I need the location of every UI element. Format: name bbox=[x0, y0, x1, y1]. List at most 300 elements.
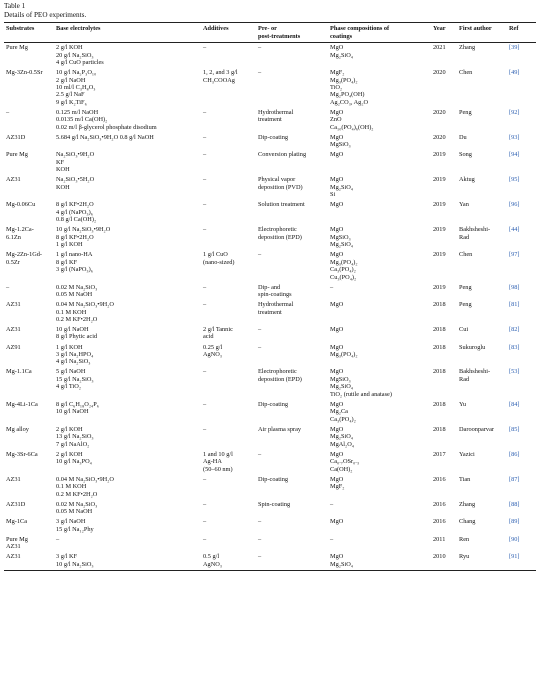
cell-base-electrolytes-line: 10 g/l NaOH bbox=[56, 408, 89, 416]
cell-ref[interactable] bbox=[507, 450, 536, 475]
cell-year-value: 2018 bbox=[433, 425, 446, 433]
cell-base-electrolytes-line: 10 ml/l C₃H₈O₃ bbox=[56, 83, 96, 91]
cell-additives-line: Ag-HA bbox=[203, 458, 222, 466]
cell-base-electrolytes bbox=[54, 200, 201, 225]
cell-phase-compositions bbox=[328, 108, 431, 133]
header-first-author: First author bbox=[457, 23, 507, 43]
cell-phase-compositions-line: MgAl₂O₄ bbox=[330, 440, 354, 448]
cell-additives bbox=[201, 325, 256, 343]
reference-link[interactable]: [89] bbox=[509, 518, 520, 526]
cell-first-author bbox=[457, 225, 507, 250]
cell-ref[interactable] bbox=[507, 225, 536, 250]
cell-base-electrolytes-line: 2 g/l KOH bbox=[56, 44, 83, 52]
cell-first-author bbox=[457, 68, 507, 108]
cell-year-value: 2011 bbox=[433, 535, 446, 543]
cell-first-author bbox=[457, 425, 507, 450]
cell-base-electrolytes bbox=[54, 425, 201, 450]
cell-base-electrolytes-line: 8 g/l KF•2H₂O bbox=[56, 201, 94, 209]
cell-first-author bbox=[457, 250, 507, 282]
header-base-electrolytes: Base electrolytes bbox=[54, 23, 201, 43]
cell-first-author bbox=[457, 535, 507, 553]
cell-base-electrolytes-line: 4 g/l (NaPO₃)₆ bbox=[56, 208, 93, 216]
cell-additives bbox=[201, 300, 256, 325]
header-phase-compositions bbox=[328, 23, 431, 43]
cell-substrate-line: AZ31 bbox=[6, 176, 21, 184]
cell-phase-compositions-line: Mg₂PO₄(OH) bbox=[330, 91, 365, 99]
cell-first-author bbox=[457, 43, 507, 68]
cell-base-electrolytes-line: 0.02 m/l β-glycerol phosphate disodium bbox=[56, 123, 157, 131]
cell-year bbox=[431, 225, 457, 250]
cell-base-electrolytes-line: 0.8 g/l Ca(OH)₂ bbox=[56, 216, 97, 224]
table-row bbox=[4, 517, 536, 535]
table-label: Table 1 bbox=[4, 2, 26, 10]
cell-base-electrolytes-line: 3 g/l Na₂HPO₄ bbox=[56, 350, 94, 358]
cell-base-electrolytes-line: 4 g/l Na₂SiO₃ bbox=[56, 358, 91, 366]
cell-additives-line: 1, 2, and 3 g/l bbox=[203, 69, 238, 77]
cell-first-author-line: Daroonparvar bbox=[459, 425, 494, 433]
cell-phase-compositions-line: Mg₂SiO₄ bbox=[330, 51, 353, 59]
cell-first-author bbox=[457, 150, 507, 175]
cell-substrate bbox=[4, 150, 54, 175]
cell-year-value: 2020 bbox=[433, 108, 446, 116]
cell-phase-compositions-line: Ca₃(PO₄)₂ bbox=[330, 415, 356, 423]
cell-substrate-line: Mg-3Sr-6Ca bbox=[6, 450, 38, 458]
cell-treatment-line: Physical vapor bbox=[258, 176, 296, 184]
cell-additives-line: 1 and 10 g/l bbox=[203, 450, 233, 458]
cell-year bbox=[431, 150, 457, 175]
reference-link[interactable]: [49] bbox=[509, 69, 520, 77]
reference-link[interactable]: [86] bbox=[509, 450, 520, 458]
reference-link[interactable]: [97] bbox=[509, 251, 520, 259]
header-treatments-line: Pre- or bbox=[258, 25, 277, 33]
cell-year bbox=[431, 535, 457, 553]
cell-phase-compositions-line: MgO bbox=[330, 450, 344, 458]
cell-substrate-line: AZ31D bbox=[6, 500, 26, 508]
cell-treatment bbox=[256, 343, 328, 368]
table-row bbox=[4, 150, 536, 175]
cell-treatment-line: – bbox=[258, 535, 262, 543]
cell-treatment-line: Dip-coating bbox=[258, 475, 289, 483]
cell-first-author bbox=[457, 475, 507, 500]
cell-ref[interactable] bbox=[507, 175, 536, 200]
cell-substrate-line: Mg-0.06Cu bbox=[6, 201, 36, 209]
cell-additives-line: CH₃COOAg bbox=[203, 76, 235, 84]
cell-ref[interactable] bbox=[507, 300, 536, 325]
table-caption bbox=[0, 0, 540, 19]
cell-ref[interactable] bbox=[507, 150, 536, 175]
cell-ref[interactable] bbox=[507, 250, 536, 282]
cell-additives-line: acid bbox=[203, 333, 214, 341]
cell-year-value: 2016 bbox=[433, 518, 446, 526]
cell-treatment bbox=[256, 283, 328, 301]
cell-first-author-line: Chang bbox=[459, 518, 476, 526]
cell-phase-compositions-line: Ca(OH)₂ bbox=[330, 465, 353, 473]
cell-substrate-line: Pure Mg bbox=[6, 44, 28, 52]
cell-additives-line: – bbox=[203, 44, 207, 52]
reference-link[interactable]: [39] bbox=[509, 44, 520, 52]
cell-phase-compositions bbox=[328, 425, 431, 450]
cell-year bbox=[431, 68, 457, 108]
cell-substrate bbox=[4, 517, 54, 535]
reference-link[interactable]: [87] bbox=[509, 475, 520, 483]
cell-base-electrolytes-line: 7 g/l NaAlO₂ bbox=[56, 440, 90, 448]
cell-treatment-line: Dip-coating bbox=[258, 400, 289, 408]
cell-phase-compositions-line: Mg₃(PO₄)₂ bbox=[330, 350, 358, 358]
cell-phase-compositions bbox=[328, 150, 431, 175]
cell-treatment bbox=[256, 300, 328, 325]
cell-additives-line: (nano-sized) bbox=[203, 258, 235, 266]
cell-additives-line: 1 g/l CuO bbox=[203, 251, 228, 259]
cell-phase-compositions bbox=[328, 500, 431, 518]
cell-treatment-line: – bbox=[258, 450, 262, 458]
cell-phase-compositions-line: – bbox=[330, 283, 334, 291]
table-row bbox=[4, 552, 536, 570]
cell-additives-line: 2 g/l Tannic bbox=[203, 326, 233, 334]
header-phases-line: coatings bbox=[330, 32, 353, 40]
cell-base-electrolytes bbox=[54, 367, 201, 399]
cell-year-value: 2019 bbox=[433, 226, 446, 234]
cell-substrate-line: AZ31 bbox=[6, 475, 21, 483]
cell-base-electrolytes-line: 5 g/l NaOH bbox=[56, 368, 86, 376]
cell-phase-compositions-line: Ca₃(PO₄)₂ bbox=[330, 266, 356, 274]
cell-substrate bbox=[4, 400, 54, 425]
cell-treatment-line: Dip-coating bbox=[258, 133, 289, 141]
header-additives: Additives bbox=[201, 23, 256, 43]
cell-ref[interactable] bbox=[507, 425, 536, 450]
cell-phase-compositions-line: MgSiO₃ bbox=[330, 375, 351, 383]
header-year: Year bbox=[431, 23, 457, 43]
reference-link[interactable]: [83] bbox=[509, 343, 520, 351]
cell-base-electrolytes-line: 0.05 M NaOH bbox=[56, 291, 93, 299]
cell-base-electrolytes-line: 5.684 g/l Na₂SiO₃•9H₂O 0.8 g/l NaOH bbox=[56, 133, 154, 141]
table-row bbox=[4, 250, 536, 282]
cell-substrate bbox=[4, 250, 54, 282]
cell-base-electrolytes-line: Na₂SiO₃•9H₂O bbox=[56, 151, 95, 159]
cell-treatment-line: spin-coatings bbox=[258, 291, 292, 299]
cell-treatment-line: treatment bbox=[258, 116, 282, 124]
cell-year-value: 2019 bbox=[433, 283, 446, 291]
cell-base-electrolytes-line: 3 g/l NaOH bbox=[56, 518, 86, 526]
cell-phase-compositions-line: MgO bbox=[330, 151, 344, 159]
cell-phase-compositions-line: MgO bbox=[330, 176, 344, 184]
cell-phase-compositions-line: – bbox=[330, 535, 334, 543]
cell-first-author-line: Peng bbox=[459, 283, 472, 291]
cell-substrate-line: AZ31D bbox=[6, 133, 26, 141]
cell-additives-line: – bbox=[203, 108, 207, 116]
reference-link[interactable]: [90] bbox=[509, 535, 520, 543]
reference-link[interactable]: [84] bbox=[509, 400, 520, 408]
cell-first-author-line: Rad bbox=[459, 375, 470, 383]
cell-base-electrolytes-line: 13 g/l Na₂SiO₃ bbox=[56, 433, 94, 441]
cell-ref[interactable] bbox=[507, 367, 536, 399]
table-row bbox=[4, 200, 536, 225]
table-row bbox=[4, 43, 536, 68]
cell-first-author-line: Peng bbox=[459, 108, 472, 116]
cell-substrate bbox=[4, 68, 54, 108]
cell-substrate bbox=[4, 367, 54, 399]
reference-link[interactable]: [82] bbox=[509, 326, 520, 334]
cell-substrate-line: Mg-1.1Ca bbox=[6, 368, 32, 376]
table-row bbox=[4, 500, 536, 518]
cell-ref[interactable] bbox=[507, 343, 536, 368]
cell-additives bbox=[201, 425, 256, 450]
cell-additives-line: – bbox=[203, 475, 207, 483]
cell-substrate bbox=[4, 475, 54, 500]
cell-year-value: 2016 bbox=[433, 475, 446, 483]
cell-first-author-line: Aktug bbox=[459, 176, 475, 184]
cell-ref[interactable] bbox=[507, 200, 536, 225]
cell-additives-line: – bbox=[203, 201, 207, 209]
cell-additives-line: – bbox=[203, 425, 207, 433]
cell-base-electrolytes-line: 4 g/l CuO particles bbox=[56, 59, 104, 66]
cell-ref[interactable] bbox=[507, 500, 536, 518]
reference-link[interactable]: [98] bbox=[509, 283, 520, 291]
cell-treatment bbox=[256, 450, 328, 475]
cell-additives bbox=[201, 367, 256, 399]
cell-phase-compositions bbox=[328, 343, 431, 368]
cell-ref[interactable] bbox=[507, 517, 536, 535]
cell-year-value: 2020 bbox=[433, 133, 446, 141]
cell-phase-compositions-line: MgO bbox=[330, 368, 344, 376]
reference-link[interactable]: [53] bbox=[509, 368, 520, 376]
cell-treatment bbox=[256, 250, 328, 282]
cell-phase-compositions-line: Ag₂CO₃, Ag₂O bbox=[330, 98, 369, 106]
cell-first-author-line: Chen bbox=[459, 69, 473, 77]
cell-first-author bbox=[457, 300, 507, 325]
cell-first-author-line: Rad bbox=[459, 233, 470, 241]
cell-substrate-line: 0.5Zr bbox=[6, 258, 20, 266]
cell-substrate bbox=[4, 43, 54, 68]
reference-link[interactable]: [91] bbox=[509, 553, 520, 561]
cell-phase-compositions-line: Ca₀.₇OSr₀.₃ bbox=[330, 458, 360, 466]
cell-phase-compositions bbox=[328, 535, 431, 553]
cell-substrate-line: Mg-3Zn-0.5Sr bbox=[6, 69, 43, 77]
cell-ref[interactable] bbox=[507, 43, 536, 68]
cell-ref[interactable] bbox=[507, 400, 536, 425]
cell-phase-compositions bbox=[328, 552, 431, 570]
cell-base-electrolytes-line: 10 g/l Na₅P₃O₁₀ bbox=[56, 69, 97, 77]
cell-first-author bbox=[457, 175, 507, 200]
cell-phase-compositions bbox=[328, 133, 431, 151]
cell-base-electrolytes bbox=[54, 68, 201, 108]
cell-phase-compositions-line: ZnO bbox=[330, 116, 342, 124]
cell-phase-compositions-line: Mg₂SiO₄ bbox=[330, 241, 353, 249]
cell-phase-compositions bbox=[328, 517, 431, 535]
cell-base-electrolytes-line: 9 g/l K₂TiF₆ bbox=[56, 98, 87, 106]
cell-year-value: 2019 bbox=[433, 151, 446, 159]
cell-additives-line: – bbox=[203, 535, 207, 543]
cell-first-author-line: Bakhsheshi- bbox=[459, 368, 491, 376]
cell-substrate bbox=[4, 535, 54, 553]
cell-additives-line: 0.5 g/l bbox=[203, 553, 220, 561]
cell-additives-line: – bbox=[203, 368, 207, 376]
cell-substrate-line: Mg-2Zn-1Gd- bbox=[6, 251, 43, 259]
cell-treatment bbox=[256, 225, 328, 250]
cell-ref[interactable] bbox=[507, 108, 536, 133]
cell-additives bbox=[201, 450, 256, 475]
cell-base-electrolytes-line: 8 g/l KF bbox=[56, 258, 77, 266]
cell-base-electrolytes bbox=[54, 343, 201, 368]
cell-first-author-line: Zhang bbox=[459, 500, 476, 508]
cell-base-electrolytes-line: 15 g/l Na₂SiO₃ bbox=[56, 375, 94, 383]
cell-additives bbox=[201, 475, 256, 500]
cell-substrate-line: AZ31 bbox=[6, 301, 21, 309]
cell-additives-line: (50–60 nm) bbox=[203, 465, 233, 473]
cell-first-author-line: Yan bbox=[459, 201, 469, 209]
cell-year-value: 2017 bbox=[433, 450, 446, 458]
table-row bbox=[4, 68, 536, 108]
cell-substrate bbox=[4, 343, 54, 368]
cell-substrate-line: Mg-4Li-1Ca bbox=[6, 400, 38, 408]
cell-base-electrolytes-line: 2 g/l KOH bbox=[56, 425, 83, 433]
cell-year bbox=[431, 175, 457, 200]
cell-year bbox=[431, 425, 457, 450]
cell-base-electrolytes-line: 10 g/l Na₃PO₄ bbox=[56, 458, 92, 466]
cell-base-electrolytes-line: 1 g/l nano-HA bbox=[56, 251, 93, 259]
table-title: Details of PEO experiments. bbox=[4, 10, 87, 19]
reference-link[interactable]: [88] bbox=[509, 500, 520, 508]
cell-year bbox=[431, 552, 457, 570]
cell-substrate-line: AZ31 bbox=[6, 543, 21, 551]
cell-base-electrolytes-line: 20 g/l Na₂SiO₃ bbox=[56, 51, 94, 59]
cell-phase-compositions-line: Cu₃(PO₄)₂ bbox=[330, 273, 357, 281]
cell-base-electrolytes-line: 8 g/l Phytic acid bbox=[56, 333, 98, 341]
reference-link[interactable]: [85] bbox=[509, 425, 520, 433]
cell-treatment bbox=[256, 552, 328, 570]
cell-base-electrolytes bbox=[54, 325, 201, 343]
cell-additives-line: 0.25 g/l bbox=[203, 343, 223, 351]
cell-first-author-line: Du bbox=[459, 133, 467, 141]
cell-phase-compositions-line: MgF₂ bbox=[330, 69, 345, 77]
reference-link[interactable]: [93] bbox=[509, 133, 520, 141]
cell-additives bbox=[201, 150, 256, 175]
cell-year-value: 2021 bbox=[433, 44, 446, 52]
table-row bbox=[4, 300, 536, 325]
cell-phase-compositions-line: Si bbox=[330, 191, 336, 199]
cell-base-electrolytes bbox=[54, 552, 201, 570]
cell-base-electrolytes-line: 0.04 M Na₂SiO₃•9H₂O bbox=[56, 301, 114, 309]
header-ref: Ref bbox=[507, 23, 536, 43]
cell-treatment-line: – bbox=[258, 553, 262, 561]
cell-treatment-line: Hydrothermal bbox=[258, 108, 294, 116]
cell-base-electrolytes bbox=[54, 250, 201, 282]
cell-base-electrolytes-line: 3 g/l (NaPO₃)₆ bbox=[56, 266, 93, 274]
table-row bbox=[4, 133, 536, 151]
table-row bbox=[4, 283, 536, 301]
cell-first-author bbox=[457, 133, 507, 151]
cell-substrate-line: 6.1Zn bbox=[6, 233, 21, 241]
cell-year bbox=[431, 325, 457, 343]
table-row bbox=[4, 475, 536, 500]
cell-treatment bbox=[256, 425, 328, 450]
cell-phase-compositions-line: MgO bbox=[330, 301, 344, 309]
reference-link[interactable]: [95] bbox=[509, 176, 520, 184]
cell-first-author-line: Ryu bbox=[459, 553, 470, 561]
cell-treatment-line: Spin-coating bbox=[258, 500, 291, 508]
cell-ref[interactable] bbox=[507, 325, 536, 343]
cell-first-author-line: Yu bbox=[459, 400, 466, 408]
table-header-row bbox=[4, 23, 536, 43]
cell-additives bbox=[201, 175, 256, 200]
cell-ref[interactable] bbox=[507, 283, 536, 301]
cell-phase-compositions bbox=[328, 200, 431, 225]
cell-phase-compositions-line: MgO bbox=[330, 326, 344, 334]
cell-first-author bbox=[457, 517, 507, 535]
cell-ref[interactable] bbox=[507, 133, 536, 151]
cell-year bbox=[431, 200, 457, 225]
cell-treatment-line: – bbox=[258, 69, 262, 77]
cell-phase-compositions-line: Mg₂Ca bbox=[330, 408, 348, 416]
reference-link[interactable]: [44] bbox=[509, 226, 520, 234]
cell-substrate bbox=[4, 283, 54, 301]
cell-phase-compositions-line: MgSiO₃ bbox=[330, 141, 351, 149]
cell-additives-line: – bbox=[203, 176, 207, 184]
cell-first-author-line: Song bbox=[459, 151, 472, 159]
cell-year bbox=[431, 133, 457, 151]
cell-substrate-line: AZ31 bbox=[6, 326, 21, 334]
cell-year bbox=[431, 400, 457, 425]
cell-base-electrolytes bbox=[54, 300, 201, 325]
cell-base-electrolytes-line: 0.1 M KOH bbox=[56, 483, 87, 491]
cell-treatment-line: – bbox=[258, 251, 262, 259]
cell-base-electrolytes bbox=[54, 400, 201, 425]
cell-base-electrolytes-line: 0.02 M Na₂SiO₃ bbox=[56, 500, 98, 508]
reference-link[interactable]: [94] bbox=[509, 151, 520, 159]
cell-substrate bbox=[4, 225, 54, 250]
cell-phase-compositions-line: MgO bbox=[330, 44, 344, 52]
cell-base-electrolytes-line: KOH bbox=[56, 183, 70, 191]
cell-treatment bbox=[256, 200, 328, 225]
cell-treatment-line: deposition (EPD) bbox=[258, 375, 302, 383]
cell-first-author-line: Zhang bbox=[459, 44, 476, 52]
cell-base-electrolytes-line: 0.04 M Na₂SiO₃•9H₂O bbox=[56, 475, 114, 483]
cell-substrate-line: – bbox=[6, 283, 10, 291]
cell-year bbox=[431, 450, 457, 475]
table-row bbox=[4, 175, 536, 200]
peo-experiments-table bbox=[4, 22, 536, 571]
cell-base-electrolytes-line: 3 g/l KF bbox=[56, 553, 77, 561]
header-treatments bbox=[256, 23, 328, 43]
cell-treatment bbox=[256, 43, 328, 68]
cell-first-author bbox=[457, 108, 507, 133]
cell-phase-compositions bbox=[328, 367, 431, 399]
cell-substrate bbox=[4, 175, 54, 200]
cell-treatment bbox=[256, 400, 328, 425]
cell-phase-compositions-line: TiO₂ bbox=[330, 83, 343, 91]
cell-substrate-line: Mg-1Ca bbox=[6, 518, 27, 526]
cell-ref[interactable] bbox=[507, 535, 536, 553]
cell-year-value: 2018 bbox=[433, 400, 446, 408]
cell-ref[interactable] bbox=[507, 475, 536, 500]
cell-substrate bbox=[4, 552, 54, 570]
cell-additives-line: – bbox=[203, 518, 207, 526]
reference-link[interactable]: [81] bbox=[509, 301, 520, 309]
cell-substrate bbox=[4, 425, 54, 450]
cell-first-author bbox=[457, 325, 507, 343]
reference-link[interactable]: [92] bbox=[509, 108, 520, 116]
cell-additives bbox=[201, 133, 256, 151]
cell-base-electrolytes bbox=[54, 43, 201, 68]
table-row bbox=[4, 108, 536, 133]
cell-ref[interactable] bbox=[507, 552, 536, 570]
cell-year bbox=[431, 43, 457, 68]
cell-base-electrolytes-line: 10 g/l Na₂SiO₃ bbox=[56, 560, 94, 568]
reference-link[interactable]: [96] bbox=[509, 201, 520, 209]
cell-first-author-line: Yazici bbox=[459, 450, 475, 458]
cell-base-electrolytes-line: 10 g/l NaOH bbox=[56, 326, 89, 334]
cell-ref[interactable] bbox=[507, 68, 536, 108]
cell-year bbox=[431, 283, 457, 301]
